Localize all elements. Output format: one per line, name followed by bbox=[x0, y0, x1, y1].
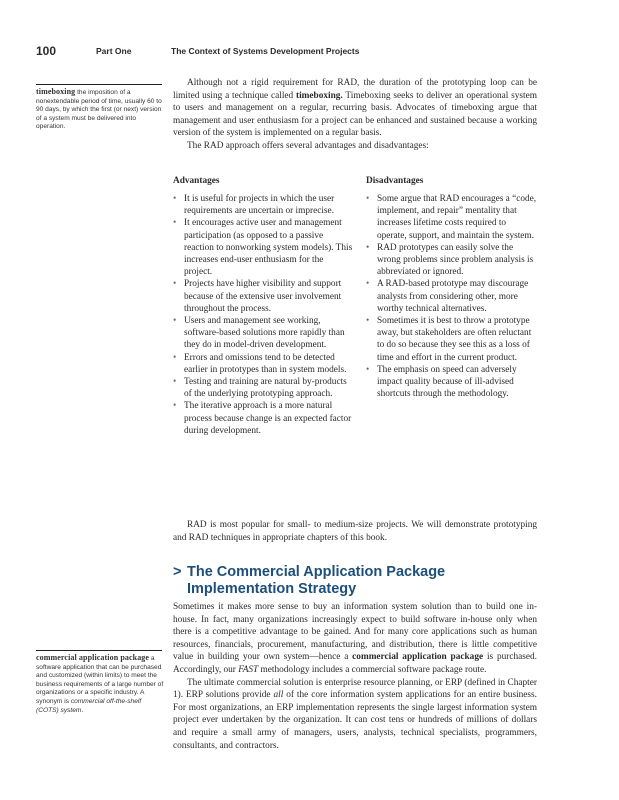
disadvantage-item bbox=[366, 315, 538, 364]
bullet-icon: • bbox=[366, 316, 370, 327]
closing-text bbox=[173, 519, 537, 544]
margin-definition: the imposition of a nonextendable period of time, usually 60 to 90 days, by which the first (or next) version of a system must be delivered into operation. bbox=[36, 89, 162, 131]
advantage-item bbox=[173, 315, 353, 352]
margin-term: timeboxing bbox=[36, 87, 76, 96]
bullet-icon: • bbox=[173, 194, 177, 204]
disadvantage-item-text: Some argue that RAD encourages a “code, implement, and repair” mentality that increases lifetime costs required to operate, support, and maintain the system. bbox=[377, 194, 537, 241]
bullet-icon: • bbox=[173, 377, 177, 388]
page-number: 100 bbox=[36, 44, 57, 58]
closing-paragraph: RAD is most popular for small- to medium-size projects. We will demonstrate prototyping and RAD techniques in appropriate chapters of this book. bbox=[173, 520, 537, 543]
advantage-item-text: It encourages active user and management participation (as opposed to a passive reaction to nonworking system models). This increases end-user enthusiasm for the project. bbox=[184, 218, 353, 278]
intro-paragraph-1: Although not a rigid requirement for RAD, the duration of the prototyping loop can be limited using a technique called timeboxing. Timeboxing seeks to deliver an operational system to users and management on a regular, recurring basis. Advocates of timeboxing argue that management and user enthusiasm for a project can be enhanced and sustained because a working version of the system is implemented on a regular basis. bbox=[173, 78, 537, 139]
bullet-icon: • bbox=[366, 279, 370, 290]
section-heading bbox=[173, 564, 445, 598]
margin-note-timeboxing bbox=[36, 88, 164, 132]
advantage-item bbox=[173, 217, 353, 278]
fast-methodology-name: FAST bbox=[238, 664, 259, 675]
disadvantage-item bbox=[366, 242, 538, 279]
advantage-item bbox=[173, 376, 353, 400]
part-label: Part One bbox=[96, 46, 132, 56]
margin-definition: a software application that can be purchased and customized (within limits) to meet the business requirements of a large number of organizations or a specific industry. A synonym is bbox=[36, 655, 164, 705]
bullet-icon: • bbox=[173, 401, 177, 412]
disadvantage-item bbox=[366, 364, 538, 401]
section-paragraph-1: Sometimes it makes more sense to buy an information system solution than to build one in-house. In fact, many organizations increasingly expect to build software in-house only when there is a competitive advantage to be gained. And for many core applications such as human resources, financials, procurement, manufacturing, and distribution, there is little competitive value in building your own system—hence a commercial application package is purchased. Accordingly, our FAST methodology includes a commercial software package route. bbox=[173, 602, 537, 675]
bullet-icon: • bbox=[366, 194, 370, 204]
chapter-title: The Context of Systems Development Projects bbox=[171, 46, 360, 56]
advantage-item-text: Projects have higher visibility and support because of the extensive user involvement throughout the process. bbox=[184, 279, 342, 314]
bullet-icon: • bbox=[173, 316, 177, 327]
advantage-item-text: The iterative approach is a more natural process because change is an expected factor during development. bbox=[184, 401, 352, 436]
disadvantage-item-text: Sometimes it is best to throw a prototype away, but stakeholders are often reluctant to do so because they see this as a loss of time and effort in the current product. bbox=[377, 316, 532, 363]
term-timeboxing: timeboxing. bbox=[296, 90, 343, 101]
margin-note-commercial-package: commercial application package a software application that can be purchased and customized (within limits) to meet the business requirements of a large number of organizations or a specific industry. A synonym is commercial off-the-shelf (COTS) system. bbox=[36, 653, 164, 714]
advantages-heading: Advantages bbox=[173, 176, 220, 186]
advantage-item-text: Users and management see working, software-based solutions more rapidly than they do in model-driven development. bbox=[184, 316, 345, 351]
section-title-line-2: Implementation Strategy bbox=[187, 581, 357, 597]
margin-rule-bottom bbox=[36, 650, 162, 651]
disadvantage-item bbox=[366, 278, 538, 315]
disadvantages-heading: Disadvantages bbox=[366, 176, 424, 186]
section-arrow-icon: > bbox=[173, 564, 182, 580]
disadvantage-item bbox=[366, 193, 538, 242]
emphasis-all: all bbox=[273, 690, 284, 701]
section-body bbox=[173, 601, 537, 752]
bullet-icon: • bbox=[173, 218, 177, 229]
intro-paragraph-2: The RAD approach offers several advantages and disadvantages: bbox=[187, 140, 429, 151]
advantage-item bbox=[173, 400, 353, 437]
advantage-item-text: It is useful for projects in which the user requirements are uncertain or imprecise. bbox=[184, 194, 335, 217]
bullet-icon: • bbox=[173, 279, 177, 290]
bullet-icon: • bbox=[173, 352, 177, 363]
bullet-icon: • bbox=[366, 242, 370, 253]
disadvantage-item-text: A RAD-based prototype may discourage analysts from considering other, more worthy technical alternatives. bbox=[377, 279, 529, 314]
advantage-item bbox=[173, 352, 353, 376]
advantage-item-text: Errors and omissions tend to be detected earlier in prototypes than in system models. bbox=[184, 352, 347, 375]
advantages-list bbox=[173, 193, 353, 437]
margin-rule-top bbox=[36, 84, 162, 85]
advantage-item bbox=[173, 193, 353, 217]
disadvantage-item-text: RAD prototypes can easily solve the wrong problems since problem analysis is abbreviated or ignored. bbox=[377, 242, 534, 278]
margin-term: commercial application package bbox=[36, 653, 150, 662]
bullet-icon: • bbox=[366, 364, 370, 375]
margin-definition-synonym: commercial off-the-shelf (COTS) system bbox=[36, 697, 142, 714]
disadvantage-item-text: The emphasis on speed can adversely impact quality because of ill-advised shortcuts through the methodology. bbox=[377, 364, 517, 400]
section-paragraph-2: The ultimate commercial solution is enterprise resource planning, or ERP (defined in Chapter 1). ERP solutions provide all of the core information system applications for an entire business. For most organizations, an ERP implementation represents the single largest information system project ever undertaken by the organization. It can cost tens or hundreds of millions of dollars and require a small army of managers, users, analysts, technical specialists, programmers, consultants, and contractors. bbox=[173, 677, 537, 751]
disadvantages-list bbox=[366, 193, 538, 400]
advantage-item bbox=[173, 278, 353, 315]
term-commercial-application-package: commercial application package bbox=[352, 652, 484, 663]
intro-text bbox=[173, 77, 537, 153]
advantage-item-text: Testing and training are natural by-products of the underlying prototyping approach. bbox=[184, 377, 347, 400]
section-title-line-1: The Commercial Application Package bbox=[187, 564, 446, 580]
